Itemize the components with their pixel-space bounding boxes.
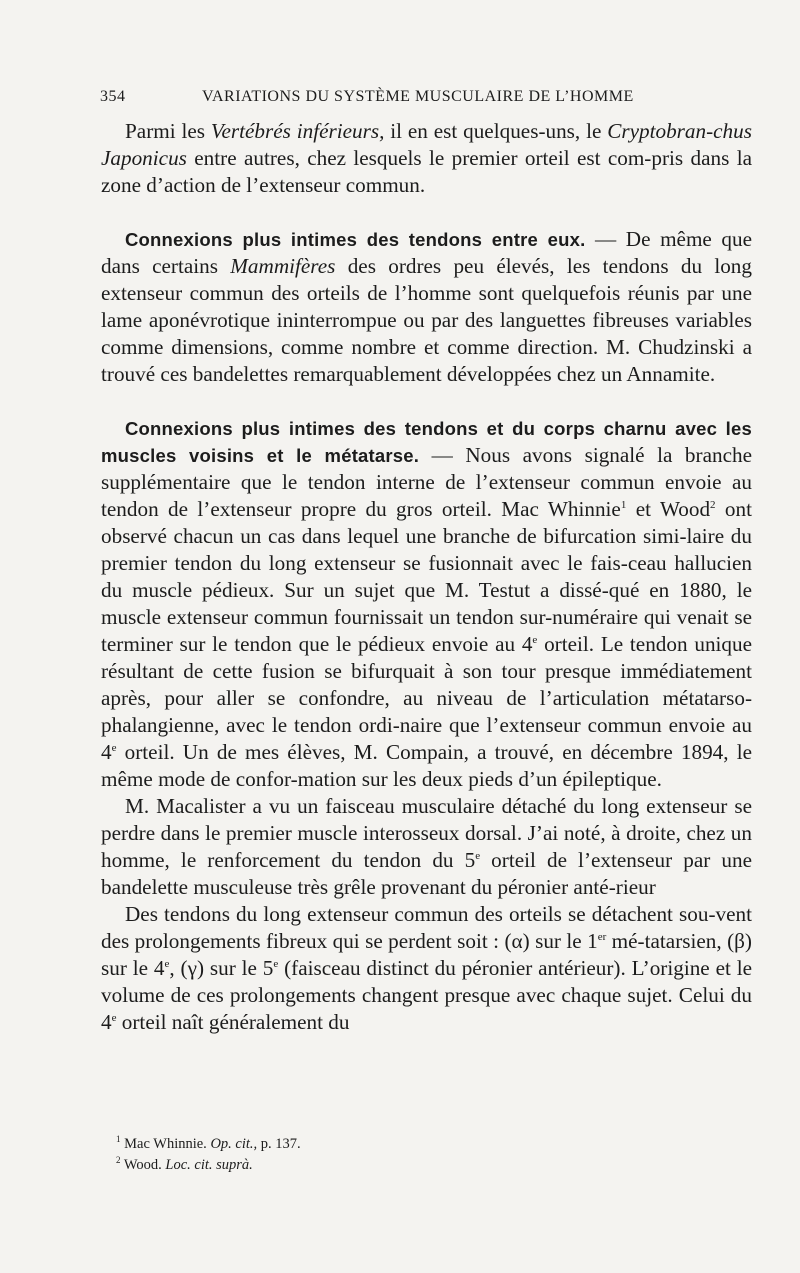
text-run: orteil. Le tendon unique résultant de cette fusion se bifurquait à son tour presque immédiatement après, pour aller se confondre, au niveau de l’articulation métatarso-phalangienne, avec le tendon ordi-naire que l’extenseur commun envoie au 4 [101, 632, 753, 764]
text-run: ont observé chacun un cas dans lequel une branche de bifurcation simi-laire du premier tendon du long extenseur se fusionnait avec le fais-ceau hallucien du muscle pédieux. Sur un sujet que M. Testut a dissé-qué en 1880, le muscle extenseur commun fournissait un tendon sur-numéraire qui venait se terminer sur le tendon que le pédieux envoie au 4 [101, 497, 752, 656]
running-title: VARIATIONS DU SYSTÈME MUSCULAIRE DE L’HOMME [202, 88, 634, 105]
paragraph-cryptobranchus [101, 118, 752, 199]
text-run: il en est quelques-uns, le [384, 119, 608, 143]
ordinal-sup: e [164, 957, 170, 970]
footnote-citation: Op. cit., [210, 1136, 258, 1152]
text-run: orteil naît généralement du [116, 1010, 350, 1034]
text-run: — Nous avons signalé la branche supplémentaire que le tendon interne de l’extenseur commun envoie au tendon de l’extenseur propre du gros orteil. Mac Whinnie [101, 443, 752, 521]
footnote [100, 1155, 752, 1176]
text-run: des ordres peu élevés, les tendons du long extenseur commun des orteils de l’homme sont quelquefois réunis par une lame aponévrotique ininterrompue ou par des languettes fibreuses variables comme dimensions, comme nombre et comme direction. M. Chudzinski a trouvé ces bandelettes remarquablement développées chez un Annamite. [101, 254, 752, 386]
text-run: , (γ) sur le 5 [169, 956, 274, 980]
footnote-text: p. 137. [257, 1136, 301, 1152]
footnote-citation: Loc. cit. suprà. [165, 1157, 253, 1173]
section-heading: Connexions plus intimes des tendons et du corps charnu avec les muscles voisins et le métatarse. [101, 418, 752, 466]
ordinal-sup: e [273, 957, 279, 970]
text-run: orteil. Un de mes élèves, M. Compain, a trouvé, en décembre 1894, le même mode de confor-mation sur les deux pieds d’un épileptique. [101, 740, 752, 791]
text-run: M. Macalister a vu un faisceau musculaire détaché du long extenseur se perdre dans le premier muscle interosseux dorsal. J’ai noté, à droite, chez un homme, le renforcement du tendon du 5 [101, 794, 752, 872]
text-run: entre autres, chez lesquels le premier orteil est com-pris dans la zone d’action de l’extenseur commun. [101, 146, 752, 197]
italic-term: Mammifères [230, 254, 336, 278]
paragraph-macalister [101, 793, 752, 901]
italic-term: Vertébrés inférieurs, [210, 119, 385, 143]
section-heading: Connexions plus intimes des tendons entre eux. [125, 229, 586, 250]
footnote [100, 1134, 752, 1155]
paragraph-muscle-connexions [101, 415, 752, 793]
footnote-ref: 1 [620, 498, 627, 511]
page-number: 354 [100, 88, 126, 105]
footnote-text: Wood. [120, 1157, 166, 1173]
body-text [101, 118, 752, 1036]
text-run: mé-tatarsien, (β) sur le 4 [101, 929, 752, 980]
footnote-mark: 2 [116, 1155, 121, 1166]
footnote-ref: 2 [710, 498, 716, 511]
ordinal-sup: er [597, 930, 607, 943]
text-run: et Wood [626, 497, 711, 521]
italic-species: Cryptobran-chus Japonicus [101, 119, 752, 170]
paragraph-fibrous-extensions [101, 901, 752, 1036]
text-run: orteil de l’extenseur par une bandelette musculeuse très grêle provenant du péronier anté-rieur [101, 848, 752, 899]
text-run: Parmi les [125, 119, 211, 143]
footnote-mark: 1 [116, 1134, 121, 1145]
paragraph-tendon-connexions [101, 226, 752, 388]
text-run: Des tendons du long extenseur commun des orteils se détachent sou-vent des prolongements fibreux qui se perdent soit : (α) sur le 1 [101, 902, 752, 953]
ordinal-sup: e [111, 741, 117, 754]
ordinal-sup: e [111, 1011, 117, 1024]
text-run: — De même que dans certains [101, 227, 752, 278]
ordinal-sup: e [475, 849, 481, 862]
text-run: (faisceau distinct du péronier antérieur). L’origine et le volume de ces prolongements changent presque avec chaque sujet. Celui du 4 [101, 956, 752, 1034]
footnote-text: Mac Whinnie. [120, 1136, 211, 1152]
ordinal-sup: e [532, 633, 538, 646]
footnotes [100, 1134, 752, 1176]
